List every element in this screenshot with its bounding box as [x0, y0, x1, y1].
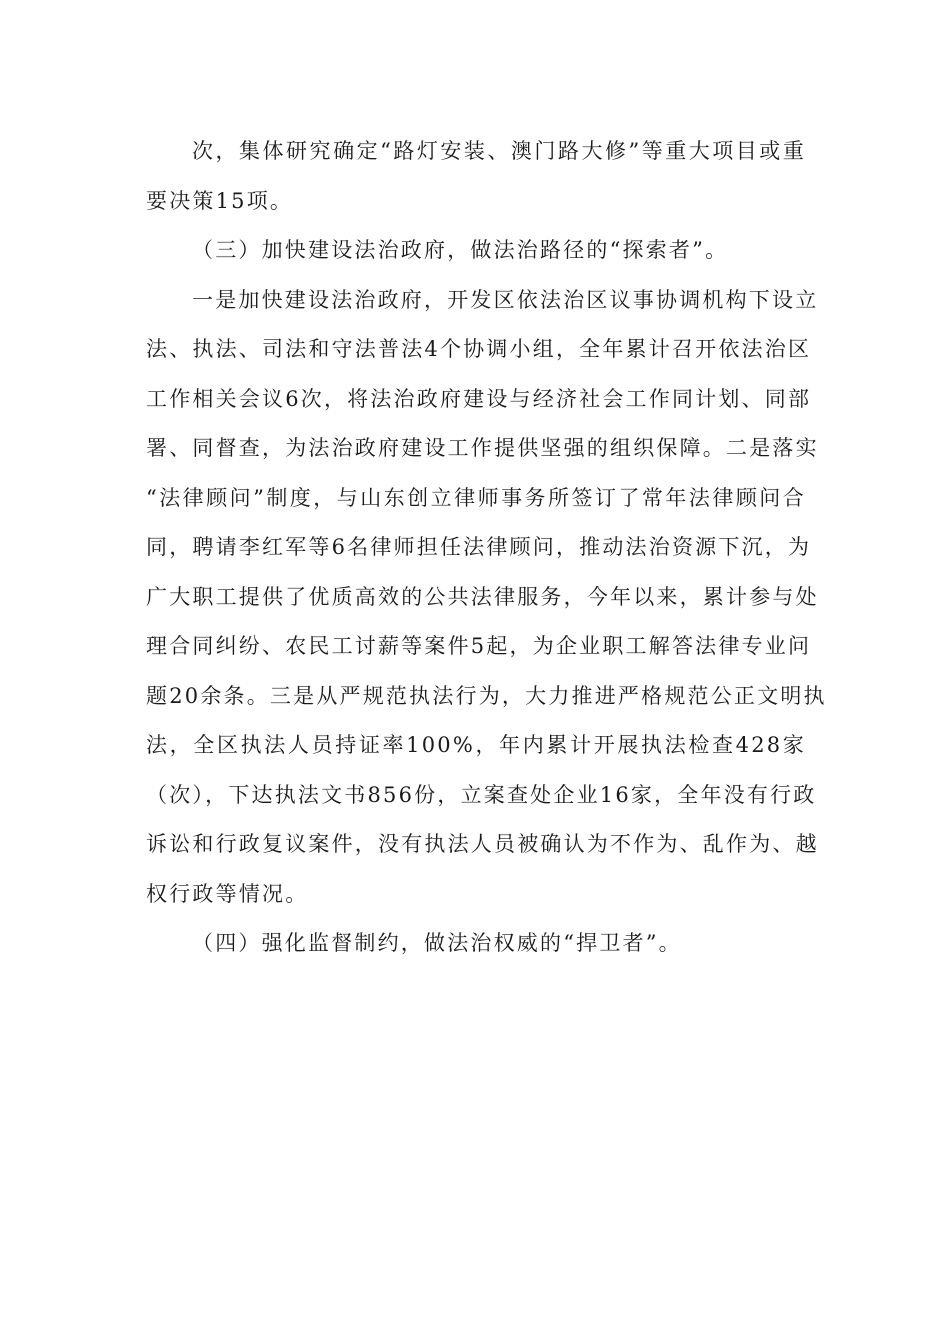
- section-heading-3: （三）加快建设法治政府，做法治路径的“探索者”。: [192, 238, 729, 262]
- text-line: 法、执法、司法和守法普法4个协调小组，全年累计召开依法治区: [146, 337, 812, 361]
- text-line: 次，集体研究确定“路灯安装、澳门路大修”等重大项目或重: [192, 139, 806, 163]
- text-line: 要决策15项。: [146, 188, 294, 213]
- text-line: 工作相关会议6次，将法治政府建设与经济社会工作同计划、同部: [146, 386, 812, 411]
- text-line: 权行政等情况。: [146, 881, 309, 906]
- text-line: （次），下达执法文书856份，立案查处企业16家，全年没有行政: [146, 782, 817, 807]
- text-line: 诉讼和行政复议案件，没有执法人员被确认为不作为、乱作为、越: [146, 832, 819, 856]
- text-line: 广大职工提供了优质高效的公共法律服务，今年以来，累计参与处: [146, 584, 819, 609]
- text-line: 一是加快建设法治政府，开发区依法治区议事协调机构下设立: [192, 287, 819, 312]
- text-line: 理合同纠纷、农民工讨薪等案件5起，为企业职工解答法律专业问: [146, 634, 812, 658]
- text-line: 法，全区执法人员持证率100%，年内累计开展执法检查428家: [146, 733, 806, 757]
- section-heading-4: （四）强化监督制约，做法治权威的“捍卫者”。: [192, 931, 682, 955]
- text-line: 署、同督查，为法治政府建设工作提供坚强的组织保障。二是落实: [146, 436, 819, 460]
- text-line: “法律顾问”制度，与山东创立律师事务所签订了常年法律顾问合: [146, 485, 806, 510]
- document-body: [146, 127, 827, 969]
- text-line: 题20余条。三是从严规范执法行为，大力推进严格规范公正文明执: [146, 683, 827, 708]
- text-line: 同，聘请李红军等6名律师担任法律顾问，推动法治资源下沉，为: [146, 535, 812, 559]
